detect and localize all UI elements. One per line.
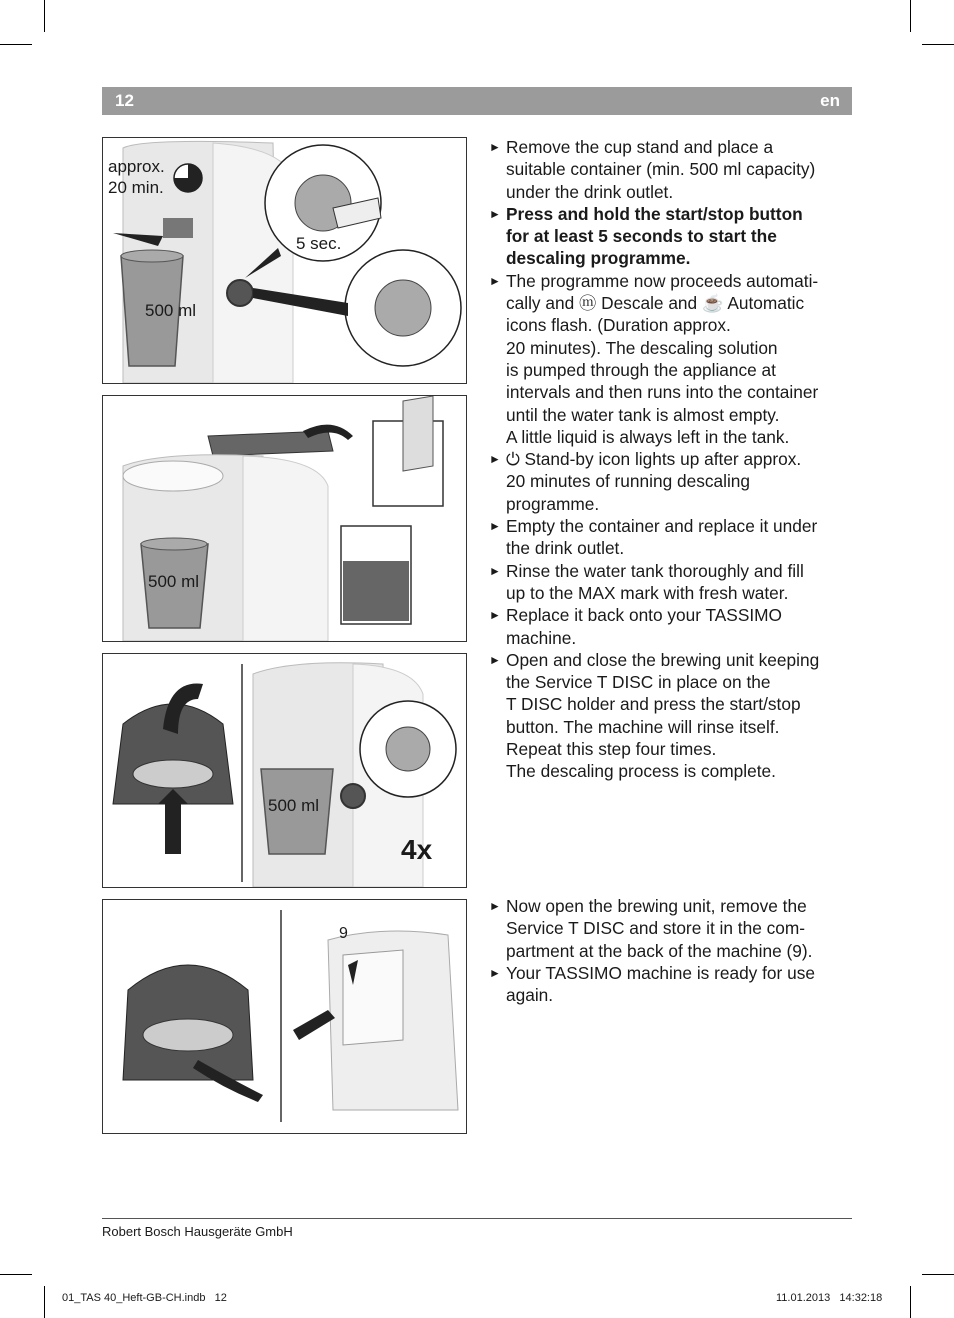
list-item [489,560,851,605]
step-text: The programme now proceeds automati- cally and ⓜ Descale and ☕ Automatic icons flash. (Duration approx. 20 minutes). The descaling solution is pumped through the appliance at intervals and then runs into the container until the water tank is almost empty. A little liquid is always left in the tank. [506,270,819,447]
machine-illustration [103,138,466,383]
step-text: Open and close the brewing unit keeping the Service T DISC in place on the T DISC holder and press the start/stop button. The machine will rinse itself. Repeat this step four times. The descaling process is complete. [506,649,820,782]
step-text: Rinse the water tank thoroughly and fill up to the MAX mark with fresh water. [506,560,804,603]
duration-label-line1: approx. [108,157,165,176]
step-text: Replace it back onto your TASSIMO machine. [506,605,782,648]
triangle-right-icon: ► [489,965,501,980]
figure-descale-start [102,137,467,384]
step-text: Now open the brewing unit, remove the Service T DISC and store it in the com- partment at the back of the machine (9). [506,896,813,961]
crop-mark [922,44,954,45]
machine-illustration [103,654,466,887]
triangle-right-icon: ► [489,140,501,154]
triangle-right-icon: ► [489,273,501,288]
crop-mark [910,1286,911,1318]
machine-illustration [103,900,466,1133]
crop-mark [0,1274,32,1275]
step-text: Empty the container and replace it under the drink outlet. [506,516,818,559]
page-header-bar [102,87,852,115]
footer-company: Robert Bosch Hausgeräte GmbH [102,1224,293,1239]
crop-mark [910,0,911,32]
footer-divider [102,1218,852,1219]
list-item [489,649,851,783]
list-item [489,895,851,962]
press-duration-label: 5 sec. [296,234,342,253]
triangle-right-icon: ► [489,519,501,534]
print-date-slug: 11.01.2013 14:32:18 [776,1292,883,1304]
triangle-right-icon: ► [489,206,501,221]
triangle-right-icon: ► [489,608,501,623]
repeat-count-label: 4x [401,834,433,865]
duration-label-line2: 20 min. [108,178,164,197]
triangle-right-icon: ► [489,563,501,578]
print-file-slug: 01_TAS 40_Heft-GB-CH.indb 12 [62,1292,227,1304]
list-item [489,136,851,203]
step-text: Remove the cup stand and place a suitable container (min. 500 ml capacity) under the drink outlet. [506,137,816,202]
crop-mark [44,1286,45,1318]
list-item [489,962,851,1007]
container-volume-label: 500 ml [148,572,200,591]
figure-store-tdisc [102,899,467,1134]
figure-empty-container [102,395,467,642]
list-item [489,515,851,560]
callout-number: 9 [339,925,348,942]
crop-mark [922,1274,954,1275]
crop-mark [44,0,45,32]
figure-rinse-cycle [102,653,467,888]
finish-steps-list [489,895,851,1006]
page-number: 12 [115,91,134,110]
list-item [489,604,851,649]
step-text: ⏻ Stand-by icon lights up after approx. 20 minutes of running descaling programme. [506,449,802,514]
step-text: Press and hold the start/stop button for at least 5 seconds to start the descaling programme. [506,203,803,269]
container-volume-label: 500 ml [145,301,197,320]
crop-mark [0,44,32,45]
list-item [489,270,851,448]
list-item [489,203,851,270]
step-text: Your TASSIMO machine is ready for use again. [506,962,815,1006]
language-code: en [820,91,840,110]
container-volume-label: 500 ml [268,796,320,815]
triangle-right-icon: ► [489,652,501,667]
triangle-right-icon: ► [489,452,501,467]
list-item [489,448,851,515]
triangle-right-icon: ► [489,899,501,913]
machine-illustration [103,396,466,641]
descaling-steps-list [489,136,851,783]
